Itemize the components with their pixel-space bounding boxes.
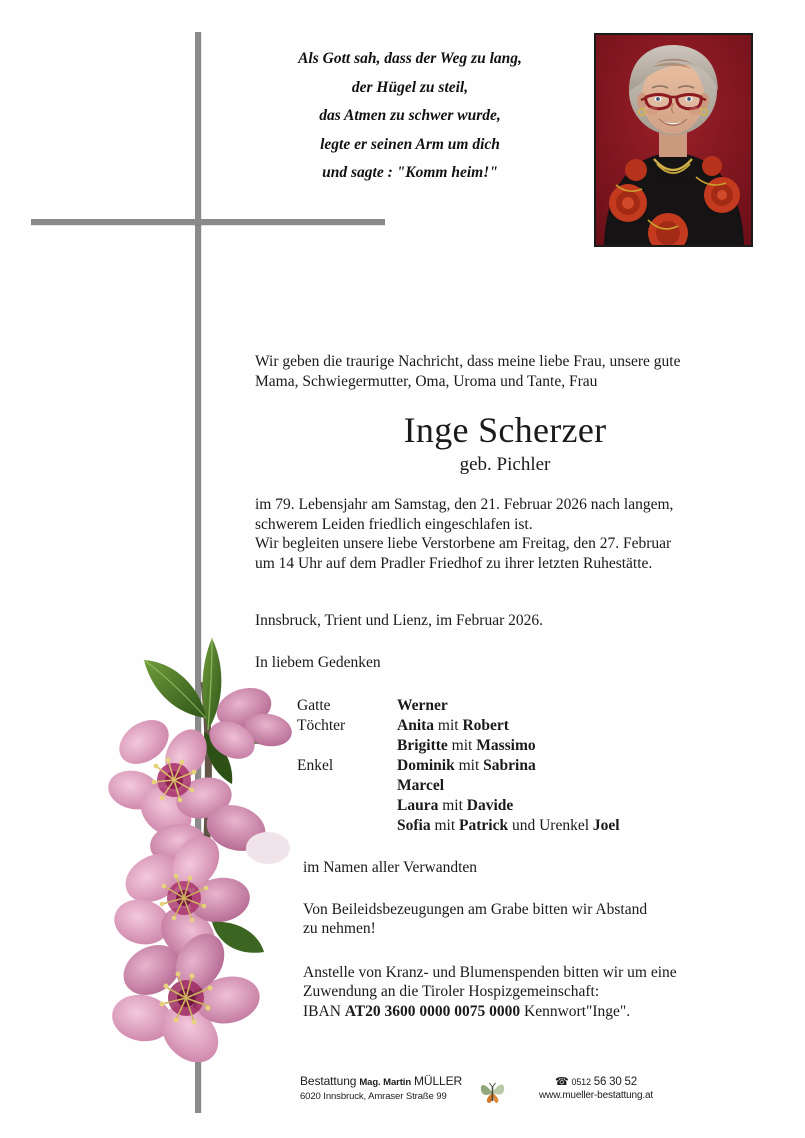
family-name: Werner — [397, 697, 448, 714]
family-name: Marcel — [397, 777, 445, 794]
family-relation: Gatte — [297, 697, 331, 714]
family-names — [397, 756, 620, 776]
footer-phone-line — [532, 1075, 660, 1089]
family-row — [297, 716, 620, 736]
portrait-photo — [594, 33, 753, 247]
footer-company-prefix: Bestattung — [300, 1074, 357, 1088]
funeral-detail-line-2: um 14 Uhr auf dem Pradler Friedhof zu ihrer letzten Ruhestätte. — [255, 554, 653, 572]
death-details — [255, 495, 755, 573]
condolences-line-2: zu nehmen! — [303, 920, 376, 937]
family-connector: und Urenkel — [508, 817, 593, 834]
condolences-note — [303, 900, 755, 939]
family-names — [397, 736, 620, 756]
cross-horizontal-bar — [31, 219, 385, 225]
poem-line-4: legte er seinen Arm um dich — [320, 135, 500, 153]
poem-line-5: und sagte : "Komm heim!" — [322, 164, 498, 181]
family-relation — [297, 736, 397, 756]
blossom-illustration — [108, 622, 298, 1062]
obituary-main-text — [255, 352, 755, 1021]
family-list-body — [297, 696, 620, 836]
family-relation: Enkel — [297, 757, 334, 774]
family-connector: mit — [438, 797, 467, 814]
family-row — [297, 756, 620, 776]
family-row — [297, 796, 620, 816]
family-name: Anita — [397, 717, 435, 734]
footer-contact-block — [532, 1075, 660, 1103]
iban-value: AT20 3600 0000 0075 0000 — [344, 1002, 521, 1020]
family-name: Davide — [466, 797, 514, 814]
family-name: Sofia — [397, 817, 431, 834]
deceased-name-block — [255, 409, 755, 477]
phone-icon: ☎ — [555, 1076, 569, 1088]
family-connector: mit — [454, 757, 484, 774]
in-name-of-line: im Namen aller Verwandten — [303, 859, 478, 876]
iban-keyword: Kennwort"Inge". — [520, 1002, 631, 1020]
donation-line-2: Zuwendung an die Tiroler Hospizgemeinschaft: — [303, 983, 600, 1000]
family-row — [297, 736, 620, 756]
poem-line-2: der Hügel zu steil, — [351, 78, 469, 96]
family-row — [297, 816, 620, 836]
footer-address: 6020 Innsbruck, Amraser Straße 99 — [300, 1091, 447, 1102]
footer-content — [300, 1072, 660, 1112]
family-list — [297, 696, 620, 836]
donation-line-1: Anstelle von Kranz- und Blumenspenden bitten wir um eine — [303, 963, 677, 981]
memorial-poem — [255, 45, 565, 188]
family-row — [297, 776, 620, 796]
family-name: Sabrina — [483, 757, 536, 774]
donation-note — [303, 963, 755, 1022]
family-connector: mit — [434, 717, 463, 734]
family-relation — [297, 816, 397, 836]
family-names — [397, 716, 620, 736]
death-detail-line-1: im 79. Lebensjahr am Samstag, den 21. Februar 2026 nach langem, — [255, 496, 674, 513]
family-name: Laura — [397, 797, 439, 814]
blossom-decoration — [108, 622, 298, 1062]
family-names — [397, 816, 620, 836]
family-name: Joel — [592, 817, 620, 834]
family-names — [397, 796, 620, 816]
intro-line-2: Mama, Schwiegermutter, Oma, Uroma und Tante, Frau — [255, 372, 598, 390]
family-name: Robert — [462, 717, 509, 734]
family-name: Brigitte — [397, 737, 448, 754]
family-connector: mit — [430, 817, 460, 834]
footer-company-name: MÜLLER — [414, 1074, 463, 1088]
footer-phone-number: 56 30 52 — [593, 1076, 637, 1088]
family-connector: mit — [447, 737, 477, 754]
family-name: Patrick — [459, 817, 509, 834]
iban-label: IBAN — [303, 1002, 345, 1020]
place-and-date: Innsbruck, Trient und Lienz, im Februar 2026. — [255, 612, 544, 629]
deceased-maiden-name: geb. Pichler — [459, 454, 551, 475]
condolences-line-1: Von Beileidsbezeugungen am Grabe bitten wir Abstand — [303, 900, 648, 918]
family-relation: Töchter — [297, 717, 346, 734]
intro-paragraph — [255, 352, 755, 391]
death-detail-line-2: schwerem Leiden friedlich eingeschlafen ist. — [255, 515, 533, 533]
footer-company-block — [300, 1074, 462, 1104]
remembrance-line: In liebem Gedenken — [255, 653, 381, 671]
funeral-home-footer — [0, 1072, 805, 1112]
portrait-illustration — [596, 35, 751, 245]
family-name: Massimo — [476, 737, 536, 754]
footer-website[interactable]: www.mueller-bestattung.at — [538, 1090, 654, 1101]
deceased-name: Inge Scherzer — [403, 410, 607, 450]
intro-line-1: Wir geben die traurige Nachricht, dass meine liebe Frau, unsere gute — [255, 353, 681, 370]
footer-phone-prefix: 0512 — [571, 1077, 591, 1087]
poem-line-3: das Atmen zu schwer wurde, — [319, 107, 501, 124]
family-relation — [297, 796, 397, 816]
family-row — [297, 696, 620, 716]
footer-company-title: Mag. Martin — [359, 1077, 412, 1088]
family-name: Dominik — [397, 757, 455, 774]
family-names — [397, 776, 620, 796]
butterfly-icon — [478, 1076, 508, 1106]
poem-line-1: Als Gott sah, dass der Weg zu lang, — [298, 50, 522, 67]
footer-company-line — [300, 1074, 462, 1090]
family-names — [397, 696, 620, 716]
donation-iban-line — [303, 1002, 755, 1022]
butterfly-logo-illustration — [478, 1076, 508, 1106]
funeral-detail-line-1: Wir begleiten unsere liebe Verstorbene am Freitag, den 27. Februar — [255, 535, 672, 552]
family-relation — [297, 776, 397, 796]
